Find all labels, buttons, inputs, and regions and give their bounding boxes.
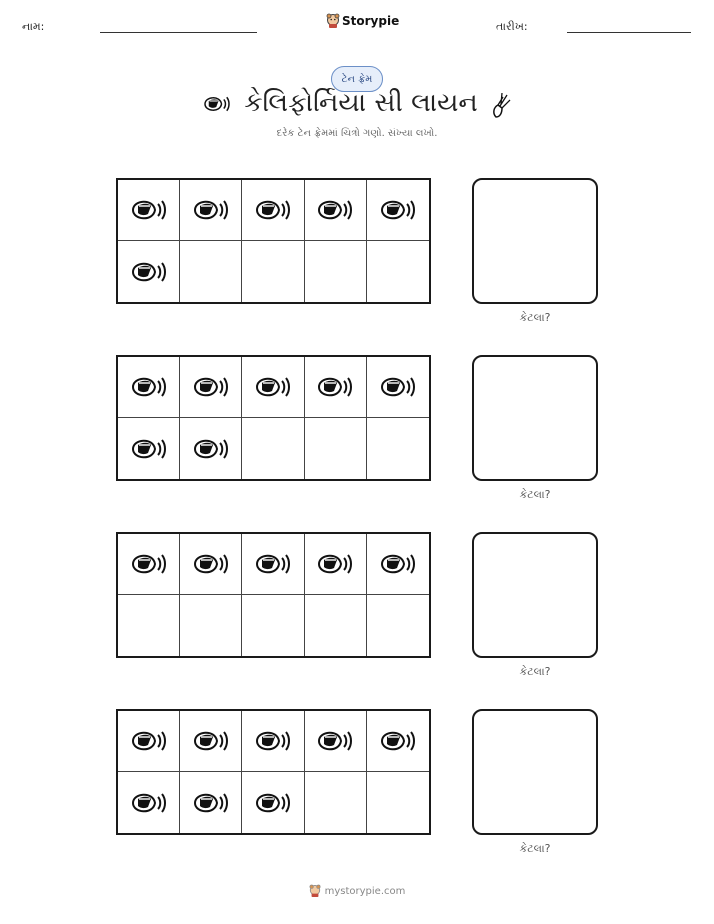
sea-lion-mouth-sound-icon [315, 194, 355, 226]
sea-lion-mouth-sound-icon [315, 371, 355, 403]
ten-frame-cell [305, 711, 367, 772]
ten-frame-cell [242, 241, 304, 302]
page-title: કેલિફોર્નિયા સી લાયન [244, 88, 478, 118]
sea-lion-mouth-sound-icon [191, 787, 231, 819]
sea-lion-mouth-sound-icon [129, 194, 169, 226]
ten-frame-cell [367, 357, 429, 418]
ten-frame-cell [367, 534, 429, 595]
ten-frame-cell [242, 595, 304, 656]
how-many-label: કેટલા? [519, 488, 551, 501]
answer-box[interactable] [472, 355, 598, 481]
ten-frame-cell [367, 180, 429, 241]
ten-frame-cell [118, 418, 180, 479]
ten-frame-cell [180, 711, 242, 772]
answer-box[interactable] [472, 178, 598, 304]
ten-frame-cell [305, 534, 367, 595]
sea-lion-mouth-sound-icon [191, 433, 231, 465]
ten-frame-cell [305, 241, 367, 302]
ten-frame-cell [180, 534, 242, 595]
ten-frame-cell [180, 418, 242, 479]
ten-frame-cell [242, 534, 304, 595]
sea-lion-mouth-sound-icon [191, 725, 231, 757]
ten-frame-cell [305, 772, 367, 833]
ten-frame-cell [242, 180, 304, 241]
ten-frame-cell [242, 418, 304, 479]
ten-frame [116, 355, 431, 481]
brand-logo [326, 13, 399, 29]
answer-box[interactable] [472, 709, 598, 835]
ten-frame-cell [305, 595, 367, 656]
ten-frame-cell [118, 357, 180, 418]
ten-frame-cell [118, 772, 180, 833]
sea-lion-mouth-sound-icon [191, 548, 231, 580]
sea-lion-mouth-sound-icon [253, 787, 293, 819]
answer-box[interactable] [472, 532, 598, 658]
ten-frame [116, 709, 431, 835]
ten-frame-cell [367, 595, 429, 656]
sea-lion-mouth-sound-icon [129, 787, 169, 819]
sea-lion-mouth-sound-icon [253, 725, 293, 757]
sea-lion-mouth-sound-icon [129, 433, 169, 465]
ten-frame-cell [118, 241, 180, 302]
ten-frame-cell [118, 711, 180, 772]
sea-lion-mouth-sound-icon [253, 371, 293, 403]
date-write-line[interactable] [567, 32, 691, 33]
name-write-line[interactable] [100, 32, 257, 33]
name-label: નામ: [22, 20, 45, 33]
ten-frame-cell [305, 180, 367, 241]
ten-frame [116, 532, 431, 658]
sea-lion-mouth-sound-icon [129, 548, 169, 580]
topic-badge: ટેન ફ્રેમ [331, 66, 383, 92]
ten-frame-cell [242, 711, 304, 772]
sea-lion-mouth-sound-icon [378, 548, 418, 580]
footer-url[interactable]: mystorypie.com [324, 885, 406, 897]
ten-frame-cell [305, 357, 367, 418]
ten-frame-cell [180, 772, 242, 833]
how-many-label: કેટલા? [519, 311, 551, 324]
how-many-label: કેટલા? [519, 665, 551, 678]
sea-lion-mouth-sound-icon [129, 256, 169, 288]
ten-frame-cell [118, 534, 180, 595]
ten-frame [116, 178, 431, 304]
sea-lion-mouth-sound-icon [191, 371, 231, 403]
ten-frame-cell [118, 595, 180, 656]
footer [0, 884, 714, 898]
ten-frame-cell [180, 595, 242, 656]
date-label: તારીખ: [496, 20, 528, 33]
storypie-mascot-icon [309, 884, 321, 898]
instructions: દરેક ટેન ફ્રેમમાં ચિત્રો ગણો. સંખ્યા લખો. [276, 128, 438, 139]
how-many-label: કેટલા? [519, 842, 551, 855]
sea-lion-mouth-sound-icon [315, 725, 355, 757]
ten-frame-cell [367, 418, 429, 479]
storypie-mascot-icon [326, 13, 340, 29]
title-row [0, 88, 714, 119]
ten-frame-cell [242, 357, 304, 418]
ten-frame-cell [118, 180, 180, 241]
sea-lion-mouth-sound-icon [129, 371, 169, 403]
ten-frame-cell [180, 357, 242, 418]
sea-lion-mouth-sound-icon [253, 194, 293, 226]
sea-lion-mouth-sound-icon [191, 194, 231, 226]
ten-frame-cell [242, 772, 304, 833]
brand-name: Storypie [342, 14, 400, 28]
pointer-brush-icon [490, 89, 512, 119]
sea-lion-mouth-sound-icon [253, 548, 293, 580]
ten-frame-cell [305, 418, 367, 479]
ten-frame-cell [180, 241, 242, 302]
sea-lion-mouth-sound-icon [202, 92, 232, 116]
ten-frame-cell [180, 180, 242, 241]
sea-lion-mouth-sound-icon [129, 725, 169, 757]
sea-lion-mouth-sound-icon [315, 548, 355, 580]
ten-frame-cell [367, 241, 429, 302]
sea-lion-mouth-sound-icon [378, 371, 418, 403]
sea-lion-mouth-sound-icon [378, 194, 418, 226]
ten-frame-cell [367, 772, 429, 833]
sea-lion-mouth-sound-icon [378, 725, 418, 757]
ten-frame-cell [367, 711, 429, 772]
